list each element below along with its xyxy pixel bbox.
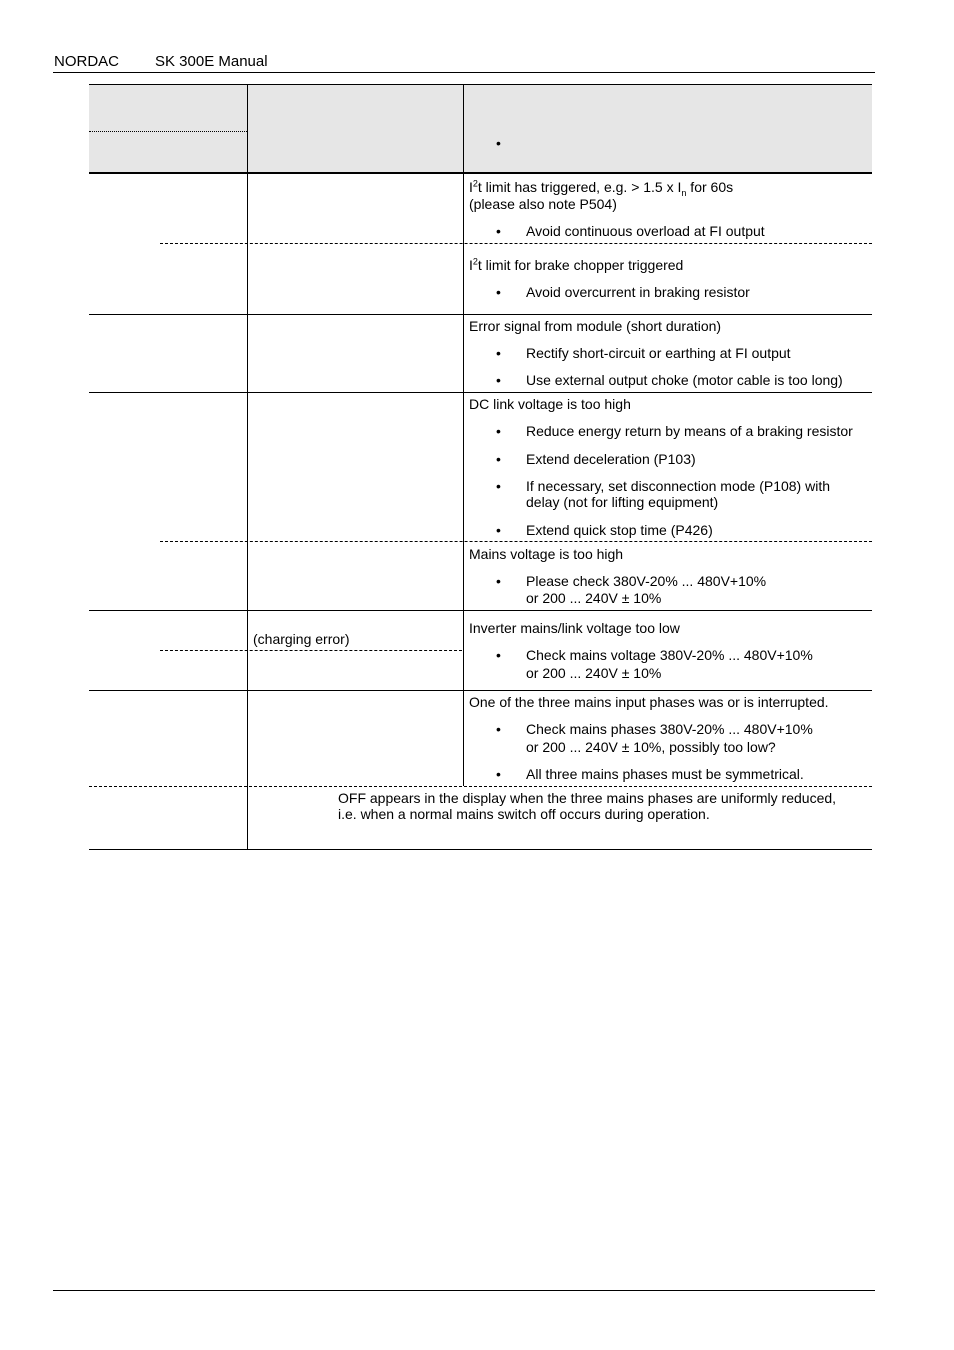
dc-high-remedy-1: Reduce energy return by means of a braking resistor [526, 423, 853, 439]
bullet: • [496, 451, 501, 467]
row-divider [89, 392, 872, 393]
low-remedy-b: or 200 ... 240V ± 10% [526, 665, 662, 681]
footer-rule [53, 1290, 875, 1291]
chopper-description: $I^2t$ limit for brake chopper triggered [469, 256, 684, 273]
dc-high-remedy-3b: delay (not for lifting equipment) [526, 494, 719, 510]
table-header [89, 84, 872, 172]
mains-high-description: Mains voltage is too high [469, 546, 624, 562]
bullet: • [496, 647, 501, 663]
table-top-rule [89, 84, 872, 85]
header-rule [53, 72, 875, 73]
bullet: • [496, 345, 501, 361]
header-brand: NORDAC [54, 53, 120, 70]
table-header-rule [89, 172, 872, 174]
header-divider [89, 131, 247, 132]
row-divider [160, 541, 872, 542]
dc-high-remedy-4: Extend quick stop time (P426) [526, 522, 713, 538]
phase-description: One of the three mains input phases was or is interrupted. [469, 694, 829, 710]
module-remedy-1: Rectify short-circuit or earthing at FI output [526, 345, 791, 361]
i2t-remedy: Avoid continuous overload at FI output [526, 223, 765, 239]
module-remedy-2: Use external output choke (motor cable is too long) [526, 372, 843, 388]
phase-remedy-1a: Check mains phases 380V-20% ... 480V+10% [526, 721, 813, 737]
low-remedy-a: Check mains voltage 380V-20% ... 480V+10% [526, 647, 813, 663]
dc-high-description: DC link voltage is too high [469, 396, 631, 412]
header-title: SK 300E Manual [155, 53, 268, 70]
bullet: • [496, 573, 501, 589]
bullet: • [496, 478, 501, 494]
bullet: • [496, 284, 501, 300]
mains-high-remedy-a: Please check 380V-20% ... 480V+10% [526, 573, 767, 589]
bullet: • [496, 372, 501, 388]
i2t-note: (please also note P504) [469, 196, 617, 212]
bullet: • [496, 522, 501, 538]
module-description: Error signal from module (short duration) [469, 318, 722, 334]
bullet: • [496, 766, 501, 782]
off-note-line1: OFF appears in the display when the three mains phases are uniformly reduced, [338, 790, 837, 806]
column-rule [463, 84, 464, 786]
charging-error-label: (charging error) [253, 631, 350, 647]
low-description: Inverter mains/link voltage too low [469, 620, 680, 636]
row-divider [89, 314, 872, 315]
row-divider [89, 690, 872, 691]
dc-high-remedy-3a: If necessary, set disconnection mode (P108) with [526, 478, 831, 494]
row-divider [160, 243, 872, 244]
dc-high-remedy-2: Extend deceleration (P103) [526, 451, 696, 467]
phase-remedy-2: All three mains phases must be symmetrical. [526, 766, 804, 782]
table-bottom-rule [89, 849, 872, 850]
row-divider [89, 786, 872, 787]
phase-remedy-1b: or 200 ... 240V ± 10%, possibly too low? [526, 739, 776, 755]
i2t-description: $I^2t$ limit has triggered, e.g. > 1.5 x $I_n$ for 60s [469, 178, 734, 198]
off-note-line2: i.e. when a normal mains switch off occurs during operation. [338, 806, 710, 822]
header-bullet: • [496, 135, 501, 151]
column-rule [247, 84, 248, 849]
bullet: • [496, 721, 501, 737]
mains-high-remedy-b: or 200 ... 240V ± 10% [526, 590, 662, 606]
row-divider [89, 610, 872, 611]
bullet: • [496, 223, 501, 239]
chopper-remedy: Avoid overcurrent in braking resistor [526, 284, 750, 300]
row-divider [160, 650, 462, 651]
bullet: • [496, 423, 501, 439]
